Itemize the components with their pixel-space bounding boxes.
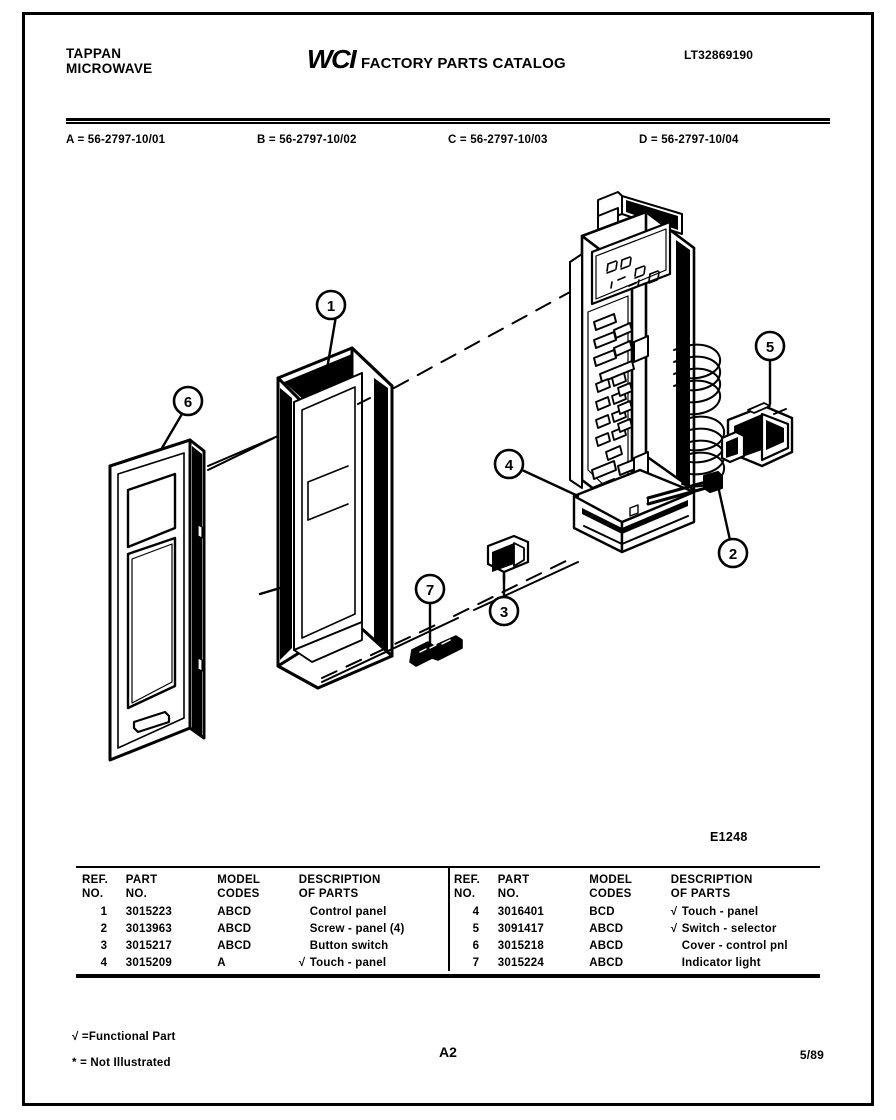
part-control-panel	[260, 348, 392, 688]
header-ref-l1: REF.	[454, 874, 481, 886]
brand-name	[66, 46, 152, 76]
callout-5	[756, 332, 784, 404]
svg-text:5: 5	[765, 339, 775, 356]
cell-ref: 5	[472, 922, 480, 935]
cell-model: A	[217, 956, 226, 969]
table-row	[448, 954, 820, 971]
header-desc-l1: DESCRIPTION	[298, 874, 381, 886]
parts-table-right	[448, 868, 820, 971]
page-number: A2	[439, 1044, 457, 1060]
svg-text:2: 2	[728, 546, 738, 563]
cell-part: 3015217	[125, 939, 172, 952]
header-model-l2: CODES	[217, 887, 260, 900]
cell-desc	[671, 937, 820, 954]
cell-model: BCD	[589, 905, 615, 918]
cell-part: 3015218	[497, 939, 544, 952]
header-model-l1: MODEL	[589, 874, 633, 886]
model-code-a: A = 56-2797-10/01	[66, 134, 166, 146]
parts-table-columns	[76, 868, 820, 971]
header-desc-l1: DESCRIPTION	[670, 874, 753, 886]
cell-ref: 3	[100, 939, 108, 952]
date-code: 5/89	[799, 1048, 824, 1062]
parts-table-left	[76, 868, 448, 971]
header-part-l2: NO.	[125, 887, 148, 900]
cell-desc-text: Cover - control pnl	[681, 939, 788, 952]
header-model-l1: MODEL	[217, 874, 261, 886]
cell-desc	[299, 903, 448, 920]
callout-2	[718, 486, 747, 567]
catalog-title: FACTORY PARTS CATALOG	[361, 55, 566, 72]
cell-ref: 7	[472, 956, 480, 969]
cell-ref: 6	[472, 939, 480, 952]
cell-desc-text: Touch - panel	[309, 956, 387, 969]
header-model	[589, 868, 671, 903]
legend-functional-part: √ =Functional Part	[72, 1031, 176, 1043]
cell-part: 3091417	[497, 922, 544, 935]
cell-ref: 4	[472, 905, 480, 918]
cell-desc	[299, 954, 448, 971]
callout-6	[162, 387, 202, 448]
table-row	[448, 937, 820, 954]
cell-model: ABCD	[217, 939, 252, 952]
part-cover-control-panel	[110, 440, 204, 760]
part-indicator-light	[410, 636, 462, 666]
header-divider	[66, 118, 830, 124]
header-desc	[671, 868, 820, 903]
header-part	[498, 868, 589, 903]
cell-model: ABCD	[589, 922, 624, 935]
header-model	[217, 868, 299, 903]
figure-number: E1248	[710, 830, 748, 844]
exploded-parts-illustration	[22, 170, 874, 850]
header-desc-l2: OF PARTS	[298, 887, 359, 900]
table-row	[448, 903, 820, 920]
callout-7	[416, 575, 444, 644]
cell-part: 3015224	[497, 956, 544, 969]
cell-desc-text: Switch - selector	[681, 922, 777, 935]
cell-part: 3015223	[125, 905, 172, 918]
table-row	[76, 903, 448, 920]
header-part-l1: PART	[125, 874, 158, 886]
table-bottom-rule	[76, 974, 820, 978]
header-ref	[448, 868, 498, 903]
svg-text:4: 4	[504, 457, 514, 474]
catalog-masthead	[308, 44, 566, 75]
cell-desc	[299, 937, 448, 954]
table-row	[448, 920, 820, 937]
cell-ref: 2	[100, 922, 108, 935]
cell-part: 3016401	[497, 905, 544, 918]
svg-text:7: 7	[425, 582, 435, 599]
cell-desc-text: Touch - panel	[681, 905, 759, 918]
cell-desc-text: Button switch	[309, 939, 389, 952]
table-header-row	[76, 868, 448, 903]
table-column-divider	[448, 868, 450, 971]
callout-3	[490, 574, 518, 625]
cell-desc	[671, 954, 820, 971]
table-header-row	[448, 868, 820, 903]
cell-model: ABCD	[589, 939, 624, 952]
model-code-d: D = 56-2797-10/04	[639, 134, 739, 146]
header-ref-l2: NO.	[454, 887, 476, 900]
functional-check: √	[298, 956, 306, 969]
cell-model: ABCD	[217, 905, 252, 918]
catalog-number: LT32869190	[684, 48, 754, 62]
part-button-switch	[488, 536, 528, 582]
header-ref-l2: NO.	[82, 887, 104, 900]
cell-desc-text: Indicator light	[681, 956, 761, 969]
brand-line-1: TAPPAN	[66, 46, 122, 61]
cell-desc	[299, 920, 448, 937]
callout-4	[495, 450, 578, 496]
header-part-l2: NO.	[497, 887, 520, 900]
svg-text:6: 6	[183, 394, 193, 411]
cell-desc	[671, 903, 820, 920]
header-part-l1: PART	[497, 874, 530, 886]
cell-desc-text: Control panel	[309, 905, 387, 918]
header-desc	[299, 868, 448, 903]
svg-text:3: 3	[499, 604, 509, 621]
wci-logo: WCI	[306, 44, 356, 74]
brand-line-2: MICROWAVE	[66, 61, 153, 76]
part-switch-selector	[722, 403, 792, 466]
header-desc-l2: OF PARTS	[670, 887, 731, 900]
functional-check: √	[670, 922, 678, 935]
cell-ref: 4	[100, 956, 108, 969]
model-code-legend	[66, 134, 830, 146]
model-code-c: C = 56-2797-10/03	[448, 134, 548, 146]
parts-tables	[76, 866, 820, 978]
header-ref-l1: REF.	[82, 874, 109, 886]
header-part	[126, 868, 217, 903]
legend-not-illustrated: * = Not Illustrated	[72, 1057, 171, 1069]
cell-part: 3013963	[125, 922, 172, 935]
functional-check: √	[670, 905, 678, 918]
cell-model: ABCD	[217, 922, 252, 935]
cell-desc	[671, 920, 820, 937]
model-code-b: B = 56-2797-10/02	[257, 134, 357, 146]
cell-ref: 1	[100, 905, 108, 918]
header-model-l2: CODES	[589, 887, 632, 900]
table-row	[76, 920, 448, 937]
svg-text:1: 1	[326, 298, 336, 315]
cell-part: 3015209	[125, 956, 172, 969]
table-row	[76, 954, 448, 971]
cell-model: ABCD	[589, 956, 624, 969]
header-ref	[76, 868, 126, 903]
table-row	[76, 937, 448, 954]
cell-desc-text: Screw - panel (4)	[309, 922, 405, 935]
